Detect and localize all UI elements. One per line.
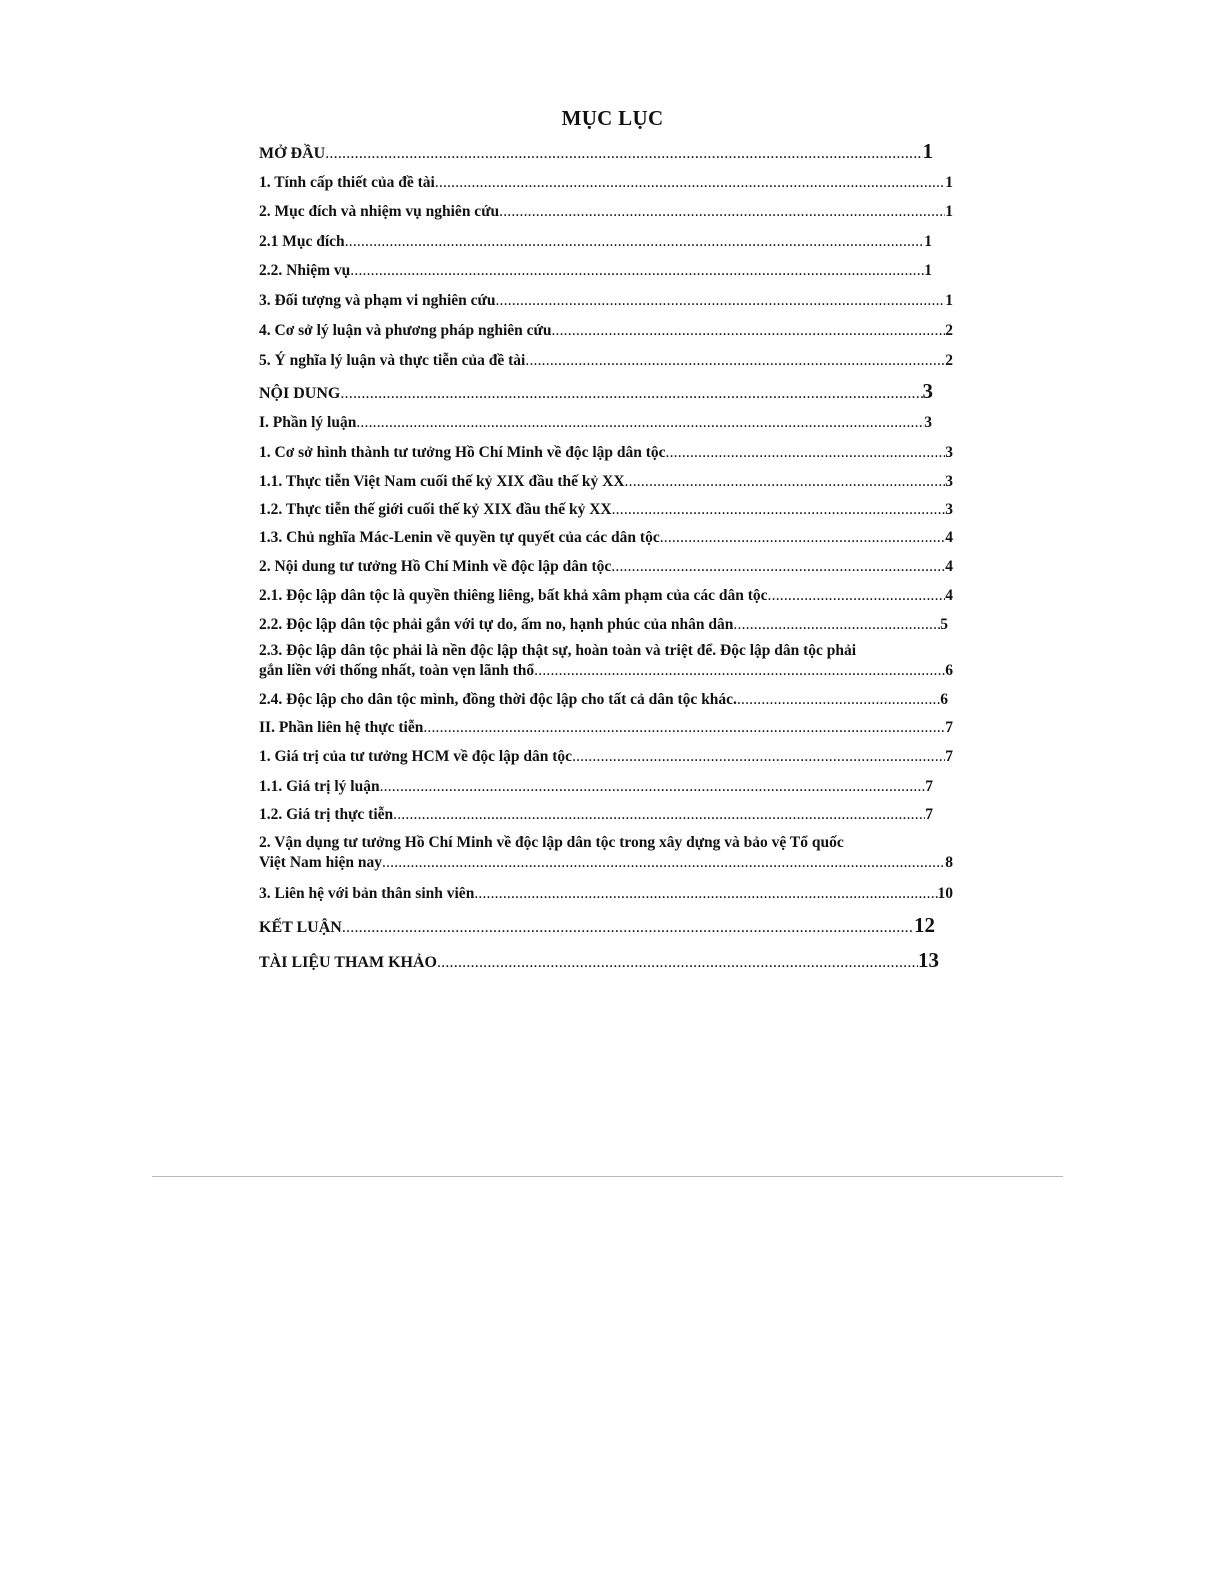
toc-entry-label: 2. Nội dung tư tưởng Hồ Chí Minh về độc lập dân tộc	[259, 558, 612, 575]
toc-entry-label: II. Phần liên hệ thực tiễn	[259, 719, 424, 736]
toc-entry-label: 4. Cơ sở lý luận và phương pháp nghiên cứu	[259, 322, 552, 339]
toc-entry-gia-tri-thuc-tien[interactable]	[259, 805, 933, 825]
toc-entry-page: 6	[940, 691, 948, 708]
toc-entry-page: 6	[945, 662, 953, 679]
dot-leader	[572, 747, 945, 767]
toc-entry-label: NỘI DUNG	[259, 385, 341, 402]
toc-entry-page: 3	[945, 444, 953, 461]
toc-entry-page: 13	[918, 948, 939, 972]
toc-entry-label: 1. Cơ sở hình thành tư tưởng Hồ Chí Minh về độc lập dân tộc	[259, 444, 666, 461]
dot-leader	[733, 615, 940, 635]
toc-entry-page: 3	[945, 473, 953, 490]
dot-leader	[423, 718, 945, 738]
toc-entry-tai-lieu[interactable]	[259, 950, 939, 973]
toc-entry-label: 2.2. Độc lập dân tộc phải gắn với tự do, ấm no, hạnh phúc của nhân dân	[259, 616, 734, 633]
toc-entry-2-1-doc-lap[interactable]	[259, 586, 953, 606]
toc-entry-label: 3. Đối tượng và phạm vi nghiên cứu	[259, 292, 496, 309]
toc-entry-page: 1	[945, 174, 953, 191]
toc-entry-noi-dung-tu-tuong[interactable]	[259, 557, 953, 577]
toc-entry-page: 1	[922, 139, 933, 163]
toc-entry-label: TÀI LIỆU THAM KHẢO	[259, 954, 437, 971]
toc-entry-label: 1. Tính cấp thiết của đề tài	[259, 174, 435, 191]
toc-entry-label: 2.1. Độc lập dân tộc là quyền thiêng liêng, bất khả xâm phạm của các dân tộc	[259, 587, 768, 604]
toc-entry-label: MỞ ĐẦU	[259, 145, 326, 162]
toc-entry-label: 5. Ý nghĩa lý luận và thực tiễn của đề tài	[259, 352, 526, 369]
toc-entry-page: 4	[945, 587, 953, 604]
toc-title: MỤC LỤC	[561, 106, 664, 130]
toc-entry-1-2[interactable]	[259, 500, 953, 520]
toc-entry-page: 1	[945, 203, 953, 220]
toc-entry-label: KẾT LUẬN	[259, 919, 342, 936]
dot-leader	[737, 690, 940, 710]
toc-entry-label-line1: 2. Vận dụng tư tưởng Hồ Chí Minh về độc lập dân tộc trong xây dựng và bảo vệ Tổ quốc	[259, 834, 844, 851]
dot-leader	[342, 918, 914, 938]
toc-entry-ket-luan[interactable]	[259, 915, 935, 938]
toc-entry-page: 3	[924, 414, 932, 431]
dot-leader	[495, 291, 945, 311]
toc-entry-label-line1: 2.3. Độc lập dân tộc phải là nền độc lập thật sự, hoàn toàn và triệt để. Độc lập dân tộc phải	[259, 642, 857, 659]
toc-entry-label: 2.2. Nhiệm vụ	[259, 262, 351, 279]
toc-entry-page: 2	[945, 352, 953, 369]
toc-entry-2[interactable]	[259, 202, 953, 222]
dot-leader	[625, 472, 946, 492]
toc-entry-mo-dau[interactable]	[259, 141, 933, 164]
toc-entry-page: 1	[924, 233, 932, 250]
toc-entry-label: 1. Giá trị của tư tưởng HCM về độc lập dân tộc	[259, 748, 573, 765]
toc-entry-noi-dung[interactable]	[259, 381, 933, 404]
toc-entry-page: 1	[945, 292, 953, 309]
toc-entry-2-4-doc-lap[interactable]	[259, 690, 948, 710]
toc-entry-label: 2.4. Độc lập cho dân tộc mình, đồng thời độc lập cho tất cả dân tộc khác.	[259, 691, 737, 708]
toc-entry-page: 7	[925, 778, 933, 795]
dot-leader	[525, 351, 945, 371]
toc-entry-2-2-doc-lap[interactable]	[259, 615, 948, 635]
dot-leader	[612, 500, 946, 520]
toc-entry-label: 1.1. Giá trị lý luận	[259, 778, 380, 795]
toc-entry-3[interactable]	[259, 291, 953, 311]
toc-entry-label: I. Phần lý luận	[259, 414, 357, 431]
dot-leader	[666, 443, 946, 463]
toc-entry-label: 2. Mục đích và nhiệm vụ nghiên cứu	[259, 203, 500, 220]
toc-entry-phan-ly-luan[interactable]	[259, 413, 932, 433]
toc-entry-page: 5	[940, 616, 948, 633]
toc-entry-page: 7	[945, 748, 953, 765]
toc-entry-phan-lien-he[interactable]	[259, 718, 953, 738]
toc-entry-page: 7	[945, 719, 953, 736]
toc-entry-1[interactable]	[259, 173, 953, 193]
toc-entry-page: 8	[945, 854, 953, 871]
toc-entry-label: 1.2. Giá trị thực tiễn	[259, 806, 394, 823]
toc-entry-co-so[interactable]	[259, 443, 953, 463]
dot-leader	[382, 853, 945, 873]
dot-leader	[611, 557, 945, 577]
toc-entry-label-line2: gắn liền với thống nhất, toàn vẹn lãnh thổ	[259, 662, 535, 679]
dot-leader	[350, 261, 924, 281]
toc-entry-1-1[interactable]	[259, 472, 953, 492]
dot-leader	[435, 173, 945, 193]
dot-leader	[345, 232, 925, 252]
dot-leader	[474, 884, 937, 904]
toc-entry-van-dung[interactable]	[259, 833, 953, 873]
dot-leader	[393, 805, 925, 825]
toc-entry-label: 3. Liên hệ với bản thân sinh viên	[259, 885, 475, 902]
toc-entry-label-line2: Việt Nam hiện nay	[259, 854, 382, 871]
toc-entry-label: 1.3. Chủ nghĩa Mác-Lenin về quyền tự quyết của các dân tộc	[259, 529, 660, 546]
toc-entry-gia-tri-ly-luan[interactable]	[259, 777, 933, 797]
dot-leader	[340, 384, 922, 404]
dot-leader	[768, 586, 946, 606]
dot-leader	[551, 321, 945, 341]
dot-leader	[660, 528, 946, 548]
toc-entry-2-3-doc-lap[interactable]	[259, 641, 953, 681]
dot-leader	[356, 413, 924, 433]
toc-entry-5[interactable]	[259, 351, 953, 371]
toc-entry-label: 1.1. Thực tiễn Việt Nam cuối thế kỷ XIX đầu thế kỷ XX	[259, 473, 625, 490]
toc-entry-page: 10	[937, 885, 953, 902]
toc-entry-lien-he-ban-than[interactable]	[259, 884, 953, 904]
toc-entry-page: 1	[924, 262, 932, 279]
toc-entry-page: 2	[945, 322, 953, 339]
toc-entry-page: 3	[945, 501, 953, 518]
toc-entry-page: 4	[945, 529, 953, 546]
page-separator	[152, 1176, 1063, 1177]
toc-entry-label: 1.2. Thực tiễn thế giới cuối thế kỷ XIX đầu thế kỷ XX	[259, 501, 612, 518]
dot-leader	[499, 202, 945, 222]
toc-entry-4[interactable]	[259, 321, 953, 341]
dot-leader	[380, 777, 926, 797]
toc-entry-page: 3	[922, 379, 933, 403]
dot-leader	[534, 661, 945, 681]
dot-leader	[437, 953, 918, 973]
toc-entry-label: 2.1 Mục đích	[259, 233, 345, 250]
dot-leader	[325, 144, 922, 164]
toc-entry-page: 4	[945, 558, 953, 575]
toc-entry-page: 7	[925, 806, 933, 823]
toc-entry-2-1[interactable]	[259, 232, 932, 252]
toc-entry-page: 12	[914, 913, 935, 937]
toc-entry-gia-tri[interactable]	[259, 747, 953, 767]
toc-entry-1-3[interactable]	[259, 528, 953, 548]
toc-entry-2-2[interactable]	[259, 261, 932, 281]
